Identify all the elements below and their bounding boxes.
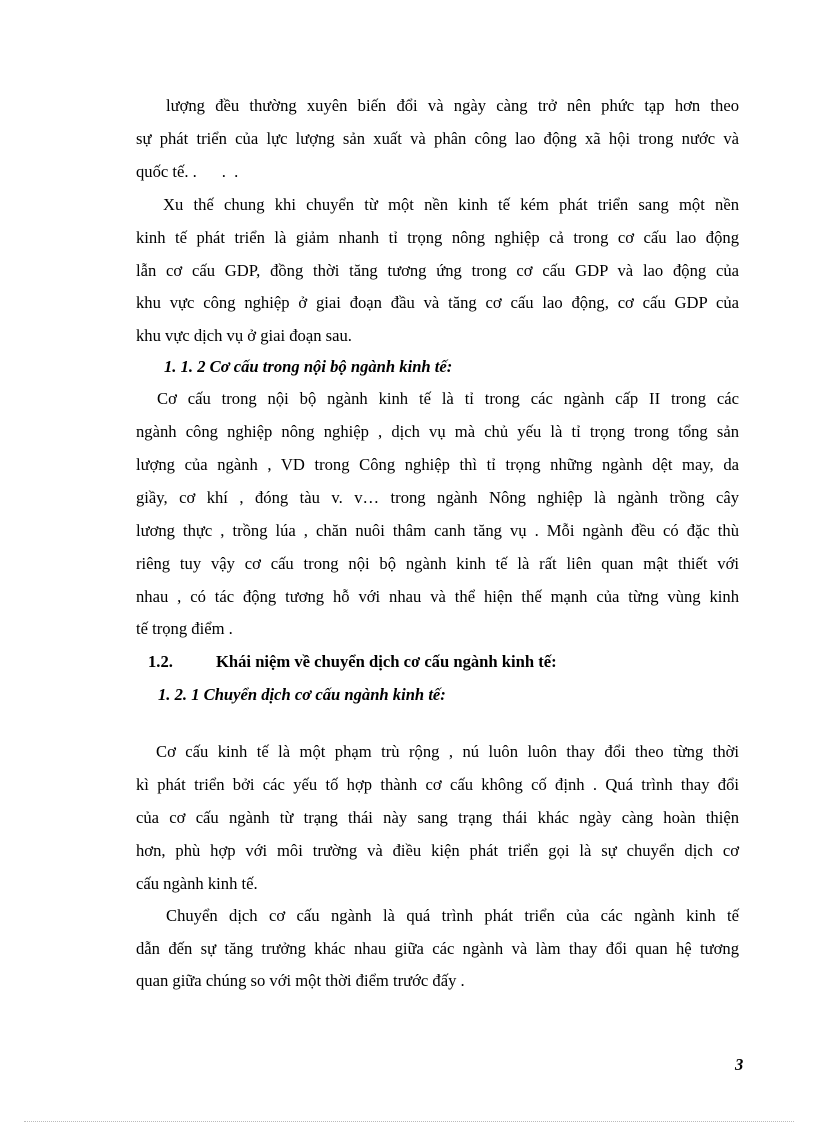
paragraph-line: Chuyển dịch cơ cấu ngành là quá trình phát triển của các ngành kinh tế	[166, 906, 739, 925]
paragraph-line: lượng của ngành , VD trong Công nghiệp thì tỉ trọng những ngành dệt may, da	[136, 455, 739, 474]
paragraph-line: khu vực công nghiệp ở giai đoạn đầu và tăng cơ cấu lao động, cơ cấu GDP của	[136, 293, 739, 312]
paragraph-line: lương thực , trồng lúa , chăn nuôi thâm canh tăng vụ . Mỗi ngành đều có đặc thù	[136, 521, 739, 540]
page-number: 3	[735, 1055, 744, 1074]
paragraph-line: nhau , có tác động tương hỗ với nhau và thể hiện thế mạnh của từng vùng kinh	[136, 587, 739, 606]
paragraph-line: dẫn đến sự tăng trưởng khác nhau giữa các ngành và làm thay đổi quan hệ tương	[136, 939, 739, 958]
paragraph-line: kinh tế phát triển là giảm nhanh tỉ trọng nông nghiệp cả trong cơ cấu lao động	[136, 228, 739, 247]
paragraph-line: khu vực dịch vụ ở giai đoạn sau.	[136, 326, 352, 345]
section-heading-1-1-2: 1. 1. 2 Cơ cấu trong nội bộ ngành kinh tế:	[164, 357, 453, 376]
page-bottom-border	[24, 1121, 794, 1122]
paragraph-line: sự phát triển của lực lượng sản xuất và phân công lao động xã hội trong nước và	[136, 129, 739, 148]
paragraph-line: ngành công nghiệp nông nghiệp , dịch vụ mà chủ yếu là tỉ trọng trong tổng sản	[136, 422, 739, 441]
paragraph-line: riêng tuy vậy cơ cấu trong nội bộ ngành kinh tế là rất liên quan mật thiết với	[136, 554, 739, 573]
paragraph-line: Cơ cấu kinh tế là một phạm trù rộng , nú luôn luôn thay đổi theo từng thời	[156, 742, 739, 761]
section-heading-1-2: Khái niệm về chuyển dịch cơ cấu ngành kinh tế:	[216, 652, 557, 671]
paragraph-line: quốc tế. . . .	[136, 162, 239, 181]
paragraph-line: Xu thế chung khi chuyển từ một nền kinh tế kém phát triển sang một nền	[163, 195, 739, 214]
paragraph-line: lẫn cơ cấu GDP, đồng thời tăng tương ứng trong cơ cấu GDP và lao động của	[136, 261, 739, 280]
section-heading-1-2-1: 1. 2. 1 Chuyển dịch cơ cấu ngành kinh tế:	[158, 685, 446, 704]
paragraph-line: của cơ cấu ngành từ trạng thái này sang trạng thái khác ngày càng hoàn thiện	[136, 808, 739, 827]
paragraph-line: quan giữa chúng so với một thời điểm trước đấy .	[136, 971, 465, 990]
paragraph-line: giầy, cơ khí , đóng tàu v. v… trong ngành Nông nghiệp là ngành trồng cây	[136, 488, 739, 507]
paragraph-line: tế trọng điểm .	[136, 619, 233, 638]
paragraph-line: lượng đều thường xuyên biến đổi và ngày càng trở nên phức tạp hơn theo	[166, 96, 739, 115]
paragraph-line: Cơ cấu trong nội bộ ngành kinh tế là tỉ trong các ngành cấp II trong các	[157, 389, 739, 408]
section-number-1-2: 1.2.	[148, 652, 173, 671]
paragraph-line: hơn, phù hợp với môi trường và điều kiện phát triển gọi là sự chuyển dịch cơ	[136, 841, 739, 860]
paragraph-line: cấu ngành kinh tế.	[136, 874, 258, 893]
paragraph-line: kì phát triển bởi các yếu tố hợp thành cơ cấu không cố định . Quá trình thay đổi	[136, 775, 739, 794]
